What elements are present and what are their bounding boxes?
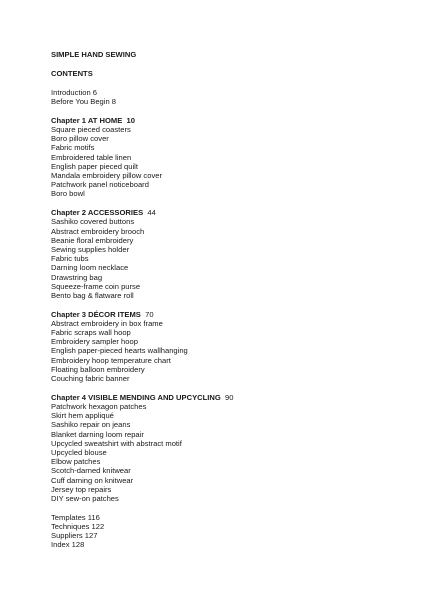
chapter-title: Chapter 4 VISIBLE MENDING AND UPCYCLING [51, 392, 221, 402]
toc-entry-techniques: Techniques 122 [51, 521, 105, 531]
chapter-heading [51, 208, 401, 217]
chapter-heading [51, 393, 401, 402]
toc-item: Boro pillow cover [51, 134, 109, 144]
toc-item: Fabric motifs [51, 143, 95, 153]
toc-item: English paper pieced quilt [51, 161, 138, 171]
toc-entry-templates: Templates 116 [51, 512, 100, 522]
toc-item: Squeeze-frame coin purse [51, 281, 141, 291]
toc-item: Patchwork panel noticeboard [51, 180, 149, 190]
toc-item: Upcycled sweatshirt with abstract motif [51, 438, 182, 448]
chapter-title: Chapter 3 DÉCOR ITEMS [51, 309, 141, 319]
toc-item: DIY sew-on patches [51, 494, 119, 504]
chapter-page-number: 10 [126, 115, 135, 125]
toc-entry-suppliers: Suppliers 127 [51, 531, 98, 541]
toc-item: Blanket darning loom repair [51, 429, 144, 439]
contents-page [51, 50, 401, 559]
toc-item: Bento bag & flatware roll [51, 290, 134, 300]
toc-item: Abstract embroidery in box frame [51, 318, 163, 328]
chapter-title: Chapter 2 ACCESSORIES [51, 208, 144, 218]
toc-item: Scotch-darned knitwear [51, 466, 131, 476]
toc-item: Sashiko covered buttons [51, 217, 135, 227]
toc-item: Sewing supplies holder [51, 244, 130, 254]
toc-item: Patchwork hexagon patches [51, 402, 147, 411]
toc-item: Floating balloon embroidery [51, 364, 145, 374]
chapter-heading [51, 310, 401, 319]
chapter-page-number: 44 [147, 208, 156, 218]
toc-item: Mandala embroidery pillow cover [51, 171, 163, 181]
chapter-3 [51, 310, 401, 384]
chapter-page-number: 90 [225, 392, 234, 402]
book-title: SIMPLE HAND SEWING [51, 50, 137, 59]
toc-item: Abstract embroidery brooch [51, 226, 145, 236]
toc-entry-index: Index 128 [51, 540, 85, 550]
toc-item: Cuff darning on knitwear [51, 475, 134, 485]
toc-item: Skirt hem appliqué [51, 411, 114, 421]
chapter-2 [51, 208, 401, 300]
chapter-page-number: 70 [145, 309, 154, 319]
chapter-title: Chapter 1 AT HOME [51, 115, 123, 125]
chapters [51, 116, 401, 503]
back-matter [51, 513, 401, 550]
chapter-1 [51, 116, 401, 199]
front-matter [51, 88, 401, 106]
toc-item: English paper-pieced hearts wallhanging [51, 346, 188, 356]
toc-item: Elbow patches [51, 457, 101, 467]
toc-item: Beanie floral embroidery [51, 235, 134, 245]
toc-item: Sashiko repair on jeans [51, 420, 131, 430]
contents-heading: CONTENTS [51, 69, 93, 79]
toc-item: Fabric tubs [51, 254, 89, 264]
toc-item: Couching fabric banner [51, 374, 130, 384]
toc-entry-introduction: Introduction 6 [51, 87, 98, 97]
toc-item: Embroidery sampler hoop [51, 337, 138, 347]
chapter-4 [51, 393, 401, 503]
chapter-heading [51, 116, 401, 125]
toc-item: Embroidery hoop temperature chart [51, 355, 171, 365]
toc-item: Darning loom necklace [51, 263, 129, 273]
toc-item: Embroidered table linen [51, 152, 132, 162]
toc-item: Boro bowl [51, 189, 85, 199]
toc-item: Upcycled blouse [51, 448, 107, 458]
toc-item: Square pieced coasters [51, 125, 131, 135]
toc-item: Drawstring bag [51, 272, 103, 282]
toc-item: Jersey top repairs [51, 484, 112, 494]
toc-entry-before-you-begin: Before You Begin 8 [51, 97, 117, 107]
toc-item: Fabric scraps wall hoop [51, 328, 131, 338]
